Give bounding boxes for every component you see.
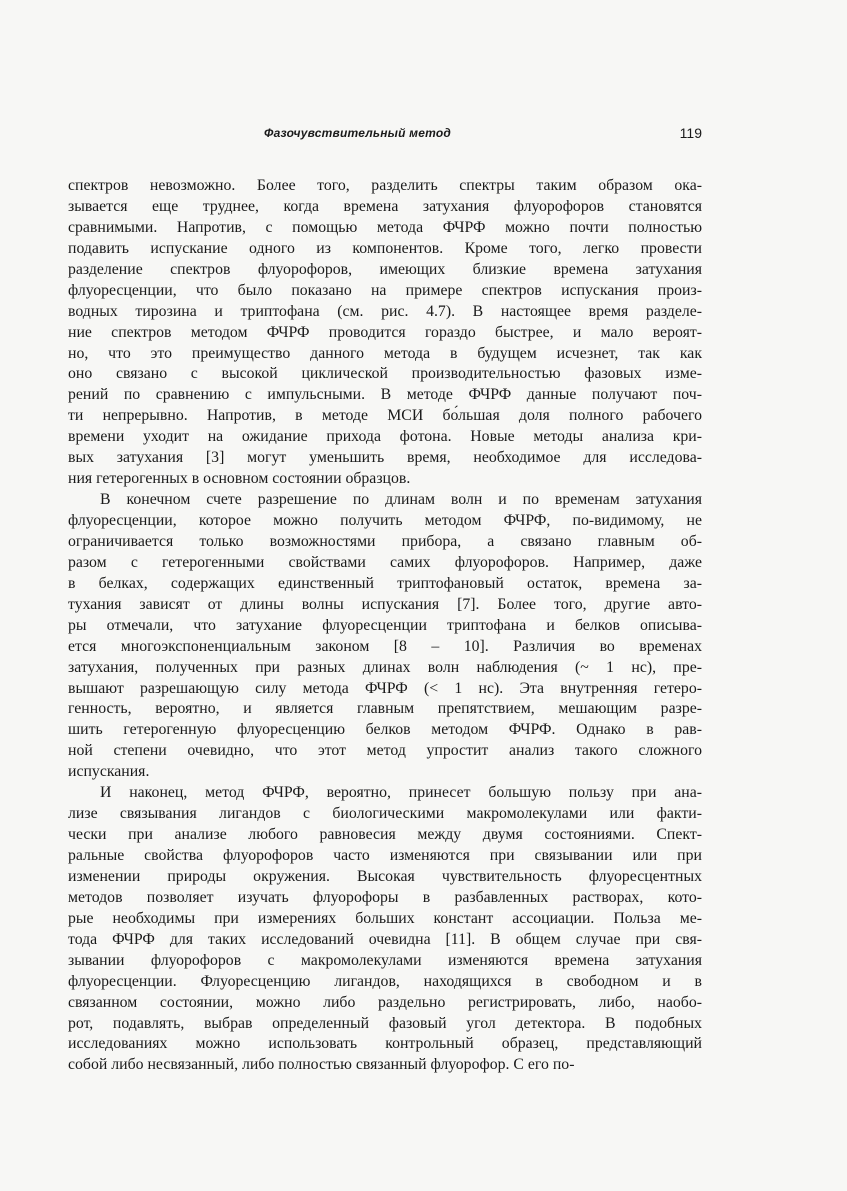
text-line: спектров невозможно. Более того, разделить спектры таким образом ока- bbox=[68, 177, 702, 194]
text-line: ральные свойства флуорофоров часто изменяются при связывании или при bbox=[68, 847, 702, 864]
paragraph bbox=[68, 176, 702, 490]
text-line: но, что это преимущество данного метода в будущем исчезнет, так как bbox=[68, 344, 702, 362]
text-line: рот, подавлять, выбрав определенный фазовый угол детектора. В подобных bbox=[68, 1014, 702, 1032]
text-line: лизе связывания лигандов с биологическими макромолекулами или факти- bbox=[68, 805, 702, 823]
text-line: шить гетерогенную флуоресценцию белков методом ФЧРФ. Однако в рав- bbox=[68, 721, 702, 739]
text-line: сравнимыми. Напротив, с помощью метода ФЧРФ можно почти полностью bbox=[68, 218, 702, 236]
text-line: генность, вероятно, и является главным препятствием, мешающим разре- bbox=[68, 700, 702, 718]
text-line: чески при анализе любого равновесия между двумя состояниями. Спект- bbox=[68, 826, 702, 844]
paragraph bbox=[68, 490, 702, 783]
page-number: 119 bbox=[679, 125, 702, 141]
text-line: вых затухания [3] могут уменьшить время, необходимое для исследова- bbox=[68, 449, 702, 467]
text-line: рений по сравнению с импульсными. В методе ФЧРФ данные получают поч- bbox=[68, 386, 702, 404]
text-line: ния гетерогенных в основном состоянии образцов. bbox=[68, 470, 411, 488]
text-line: вышают разрешающую силу метода ФЧРФ (< 1 нс). Эта внутренняя гетеро- bbox=[68, 679, 702, 697]
text-line: флуоресценции, что было показано на примере спектров испускания произ- bbox=[68, 281, 702, 299]
text-line: тухания зависят от длины волны испускания [7]. Более того, другие авто- bbox=[68, 595, 702, 613]
text-line: подавить испускание одного из компонентов. Кроме того, легко провести bbox=[68, 239, 702, 257]
text-line: зывается еще труднее, когда времена затухания флуорофоров становятся bbox=[68, 197, 702, 215]
text-line: разделение спектров флуорофоров, имеющих близкие времена затухания bbox=[68, 260, 702, 278]
text-line: И наконец, метод ФЧРФ, вероятно, принесет большую пользу при ана- bbox=[100, 784, 702, 802]
text-line: изменении природы окружения. Высокая чувствительность флуоресцентных bbox=[68, 867, 702, 885]
text-line: рые необходимы при измерениях больших констант ассоциации. Польза ме- bbox=[68, 909, 702, 927]
text-line: ры отмечали, что затухание флуоресценции триптофана и белков описыва- bbox=[68, 616, 702, 634]
text-line: ние спектров методом ФЧРФ проводится гораздо быстрее, и мало вероят- bbox=[68, 323, 702, 341]
text-line: тода ФЧРФ для таких исследований очевидна [11]. В общем случае при свя- bbox=[68, 930, 702, 948]
text-line: собой либо несвязанный, либо полностью связанный флуорофор. С его по- bbox=[68, 1056, 575, 1074]
text-line: исследованиях можно использовать контрольный образец, представляющий bbox=[68, 1035, 702, 1053]
text-line: ной степени очевидно, что этот метод упростит анализ такого сложного bbox=[68, 742, 702, 760]
text-line: флуоресценции. Флуоресценцию лигандов, находящихся в свободном и в bbox=[68, 972, 702, 990]
text-line: затухания, полученных при разных длинах волн наблюдения (~ 1 нс), пре- bbox=[68, 658, 702, 676]
body-text bbox=[68, 176, 702, 1076]
text-line: связанном состоянии, можно либо раздельно регистрировать, либо, наобо- bbox=[68, 993, 702, 1011]
text-line: В конечном счете разрешение по длинам волн и по временам затухания bbox=[100, 491, 702, 509]
page-header bbox=[68, 126, 704, 146]
paragraph bbox=[68, 783, 702, 1076]
text-line: времени уходит на ожидание прихода фотона. Новые методы анализа кри- bbox=[68, 428, 702, 446]
text-line: ется многоэкспоненциальным законом [8 – 10]. Различия во временах bbox=[68, 637, 702, 655]
running-title: Фазочувствительный метод bbox=[264, 126, 451, 140]
text-line: ограничивается только возможностями прибора, а связано главным об- bbox=[68, 532, 702, 550]
text-line: разом с гетерогенными свойствами самих флуорофоров. Например, даже bbox=[68, 553, 702, 571]
text-line: методов позволяет изучать флуорофоры в разбавленных растворах, кото- bbox=[68, 888, 702, 906]
text-line: флуоресценции, которое можно получить методом ФЧРФ, по-видимому, не bbox=[68, 512, 702, 529]
text-line: зывании флуорофоров с макромолекулами изменяются времена затухания bbox=[68, 951, 702, 969]
text-line: в белках, содержащих единственный триптофановый остаток, времена за- bbox=[68, 574, 702, 592]
text-line: оно связано с высокой циклической производительностью фазовых изме- bbox=[68, 365, 702, 383]
text-line: испускания. bbox=[68, 763, 150, 781]
text-line: ти непрерывно. Напротив, в методе МСИ бо́льшая доля полного рабочего bbox=[68, 407, 702, 425]
text-line: водных тирозина и триптофана (см. рис. 4.7). В настоящее время разделе- bbox=[68, 302, 702, 320]
